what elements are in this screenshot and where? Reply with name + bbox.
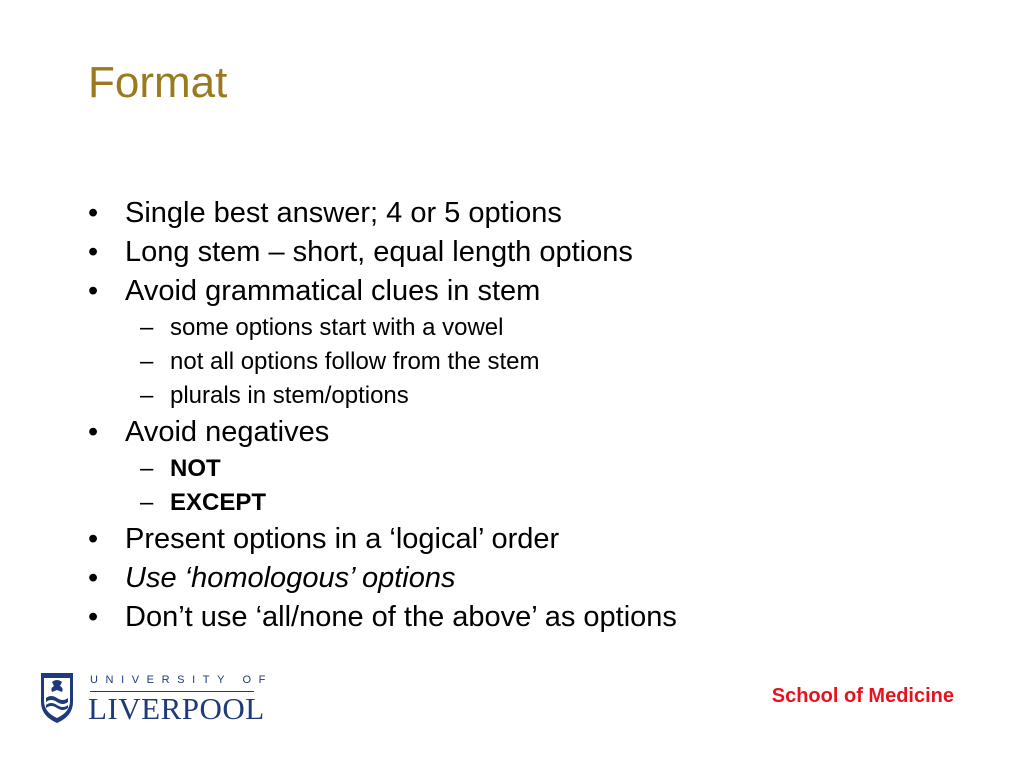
bullet-text: Single best answer; 4 or 5 options — [125, 197, 562, 229]
bullet-text: Present options in a ‘logical’ order — [125, 523, 560, 555]
sub-bullet-text: EXCEPT — [170, 489, 267, 516]
bullet-item — [88, 272, 968, 311]
bullet-text: Don’t use ‘all/none of the above’ as options — [125, 601, 677, 633]
school-name: School of Medicine — [771, 685, 954, 707]
bullet-glyph: • — [88, 236, 99, 268]
sub-bullet-item — [88, 452, 968, 486]
sub-bullet-item — [88, 486, 968, 520]
dash-glyph: – — [140, 455, 154, 482]
dash-glyph: – — [140, 489, 154, 516]
bullet-item — [88, 520, 968, 559]
bullet-glyph: • — [88, 562, 99, 594]
university-logo — [40, 672, 273, 728]
bullet-glyph: • — [88, 601, 99, 633]
logo-liverpool: LIVERPOOL — [88, 691, 265, 726]
sub-bullet-text: not all options follow from the stem — [170, 348, 540, 375]
bullet-item — [88, 194, 968, 233]
bullet-glyph: • — [88, 275, 99, 307]
dash-glyph: – — [140, 382, 154, 409]
bullet-text: Avoid negatives — [125, 416, 330, 448]
sub-bullet-text: some options start with a vowel — [170, 314, 504, 341]
sub-bullet-item — [88, 379, 968, 413]
bullet-text: Avoid grammatical clues in stem — [125, 275, 541, 307]
dash-glyph: – — [140, 314, 154, 341]
sub-bullet-text: plurals in stem/options — [170, 382, 409, 409]
logo-university-of: UNIVERSITY OF — [90, 674, 273, 686]
bullet-item — [88, 598, 968, 637]
sub-bullet-text: NOT — [170, 455, 221, 482]
bullet-item — [88, 413, 968, 452]
bullet-glyph: • — [88, 523, 99, 555]
sub-bullet-item — [88, 311, 968, 345]
shield-crest-icon — [40, 672, 74, 724]
bullet-glyph: • — [88, 197, 99, 229]
bullet-text: Long stem – short, equal length options — [125, 236, 633, 268]
bullet-item — [88, 233, 968, 272]
bullet-text: Use ‘homologous’ options — [125, 562, 456, 594]
bullet-glyph: • — [88, 416, 99, 448]
dash-glyph: – — [140, 348, 154, 375]
sub-bullet-item — [88, 345, 968, 379]
bullet-item — [88, 559, 968, 598]
bullet-list — [88, 194, 968, 637]
slide-title: Format — [88, 58, 228, 107]
